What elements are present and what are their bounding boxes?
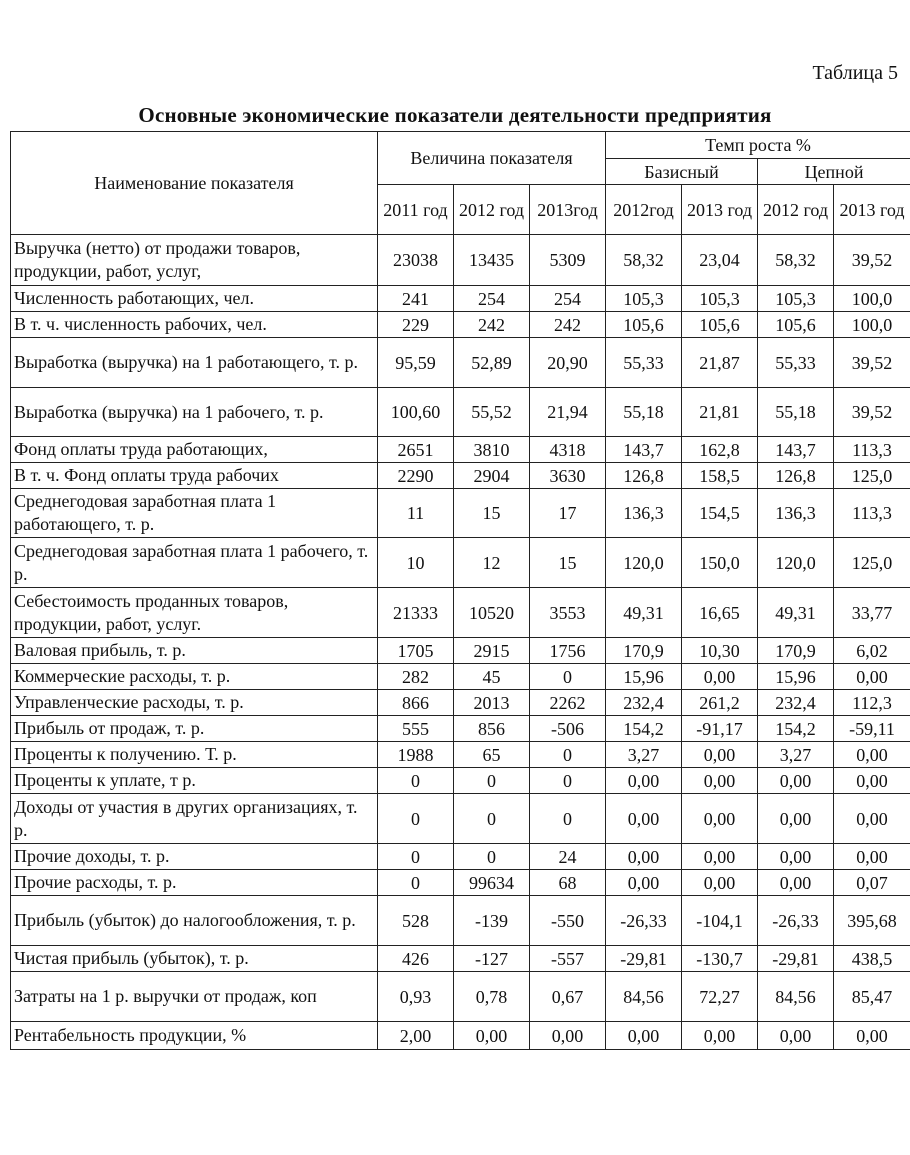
table-row [11,768,910,794]
row-value: 105,3 [682,286,758,312]
row-value: -506 [530,716,606,742]
row-value: 0,78 [454,972,530,1022]
row-value: 154,2 [606,716,682,742]
row-value: 0 [454,794,530,844]
row-name: Фонд оплаты труда работающих, [11,437,378,463]
row-value: 55,18 [606,388,682,437]
row-value: 58,32 [606,235,682,286]
header-chain: Цепной [758,159,910,185]
row-value: 0 [530,742,606,768]
row-value: 33,77 [834,588,910,638]
table-row [11,870,910,896]
table-row [11,690,910,716]
row-value: 241 [378,286,454,312]
row-value: 15,96 [606,664,682,690]
table-row [11,844,910,870]
row-value: 0,00 [606,1022,682,1050]
row-name: Проценты к получению. Т. р. [11,742,378,768]
row-value: 3553 [530,588,606,638]
row-value: 426 [378,946,454,972]
row-name: Себестоимость проданных товаров, продукции, работ, услуг. [11,588,378,638]
row-value: -59,11 [834,716,910,742]
row-value: 84,56 [758,972,834,1022]
row-value: 0,00 [606,768,682,794]
row-value: 154,5 [682,489,758,538]
row-value: 120,0 [758,538,834,588]
table-row [11,286,910,312]
row-value: 49,31 [758,588,834,638]
table-title: Основные экономические показатели деятельности предприятия [138,103,772,127]
row-value: 126,8 [758,463,834,489]
row-value: 0,07 [834,870,910,896]
row-value: 100,60 [378,388,454,437]
row-value: 95,59 [378,338,454,388]
row-value: 105,3 [758,286,834,312]
row-value: 282 [378,664,454,690]
row-value: 65 [454,742,530,768]
table-row [11,588,910,638]
row-value: 0,00 [834,664,910,690]
row-value: 2013 [454,690,530,716]
row-value: 158,5 [682,463,758,489]
row-value: 52,89 [454,338,530,388]
header-basic: Базисный [606,159,758,185]
row-value: 0,00 [758,870,834,896]
row-value: 0 [378,870,454,896]
row-value: 0,00 [682,664,758,690]
row-value: 105,6 [758,312,834,338]
row-name: Среднегодовая заработная плата 1 рабочего, т. р. [11,538,378,588]
table-row [11,972,910,1022]
row-value: 113,3 [834,489,910,538]
row-value: 261,2 [682,690,758,716]
row-value: 0,00 [530,1022,606,1050]
row-value: 125,0 [834,463,910,489]
row-value: 0 [378,794,454,844]
economic-indicators-table [10,131,910,1050]
table-row [11,946,910,972]
row-value: 0,00 [682,844,758,870]
table-row [11,538,910,588]
header-growth-group: Темп роста % [606,132,910,159]
row-name: Проценты к уплате, т р. [11,768,378,794]
row-value: 4318 [530,437,606,463]
row-value: 6,02 [834,638,910,664]
row-value: -139 [454,896,530,946]
table-row [11,437,910,463]
row-value: 85,47 [834,972,910,1022]
row-value: 2262 [530,690,606,716]
row-value: 120,0 [606,538,682,588]
header-year: 2012 год [454,185,530,235]
table-row [11,742,910,768]
row-value: -26,33 [606,896,682,946]
table-row [11,463,910,489]
table-row [11,896,910,946]
row-value: 3810 [454,437,530,463]
row-value: 105,6 [682,312,758,338]
row-value: 154,2 [758,716,834,742]
table-row [11,388,910,437]
row-value: 528 [378,896,454,946]
row-value: 39,52 [834,338,910,388]
row-value: -29,81 [758,946,834,972]
row-value: 10 [378,538,454,588]
row-value: 100,0 [834,286,910,312]
row-value: 254 [454,286,530,312]
row-value: 0,00 [682,1022,758,1050]
row-value: 2290 [378,463,454,489]
row-value: 10,30 [682,638,758,664]
row-value: 242 [530,312,606,338]
row-value: 10520 [454,588,530,638]
row-value: 0,00 [454,1022,530,1050]
row-name: Выручка (нетто) от продажи товаров, продукции, работ, услуг, [11,235,378,286]
row-value: 0 [378,768,454,794]
row-value: 0 [530,664,606,690]
row-value: 242 [454,312,530,338]
row-value: 112,3 [834,690,910,716]
row-value: 0,00 [834,768,910,794]
row-value: -104,1 [682,896,758,946]
row-value: 143,7 [758,437,834,463]
row-value: 55,52 [454,388,530,437]
row-value: 55,33 [606,338,682,388]
table-row [11,664,910,690]
row-value: 162,8 [682,437,758,463]
row-value: 0,00 [682,870,758,896]
header-year: 2013 год [834,185,910,235]
row-name: В т. ч. Фонд оплаты труда рабочих [11,463,378,489]
row-name: Затраты на 1 р. выручки от продаж, коп [11,972,378,1022]
row-name: Коммерческие расходы, т. р. [11,664,378,690]
row-name: Выработка (выручка) на 1 работающего, т. р. [11,338,378,388]
row-name: Прочие доходы, т. р. [11,844,378,870]
header-name-column: Наименование показателя [11,132,378,235]
row-value: 39,52 [834,235,910,286]
row-value: 99634 [454,870,530,896]
row-value: 21,87 [682,338,758,388]
row-value: 21333 [378,588,454,638]
row-value: 55,18 [758,388,834,437]
row-value: 1705 [378,638,454,664]
row-value: -29,81 [606,946,682,972]
row-value: 20,90 [530,338,606,388]
row-value: -127 [454,946,530,972]
row-name: Валовая прибыль, т. р. [11,638,378,664]
row-value: 3,27 [606,742,682,768]
row-value: 0,00 [834,742,910,768]
row-value: 72,27 [682,972,758,1022]
row-value: 150,0 [682,538,758,588]
row-value: 11 [378,489,454,538]
header-year: 2013 год [682,185,758,235]
row-value: 17 [530,489,606,538]
row-value: 856 [454,716,530,742]
row-value: 0,00 [606,870,682,896]
row-name: Среднегодовая заработная плата 1 работающего, т. р. [11,489,378,538]
row-value: 2651 [378,437,454,463]
row-name: Прибыль (убыток) до налогообложения, т. р. [11,896,378,946]
row-value: 438,5 [834,946,910,972]
row-value: 0,93 [378,972,454,1022]
row-value: 55,33 [758,338,834,388]
row-value: 0,00 [606,844,682,870]
row-value: -91,17 [682,716,758,742]
row-value: 0,67 [530,972,606,1022]
row-name: Чистая прибыль (убыток), т. р. [11,946,378,972]
row-value: 136,3 [758,489,834,538]
row-value: 0,00 [834,1022,910,1050]
row-value: 15 [454,489,530,538]
row-value: 12 [454,538,530,588]
row-value: 0 [530,794,606,844]
row-value: 58,32 [758,235,834,286]
row-value: 15 [530,538,606,588]
row-value: 0,00 [834,794,910,844]
row-value: 21,94 [530,388,606,437]
row-value: 105,3 [606,286,682,312]
row-value: 143,7 [606,437,682,463]
row-value: 2,00 [378,1022,454,1050]
row-value: 45 [454,664,530,690]
row-value: 84,56 [606,972,682,1022]
row-value: 0,00 [758,844,834,870]
row-value: 100,0 [834,312,910,338]
table-row [11,638,910,664]
table-row [11,794,910,844]
row-value: 170,9 [758,638,834,664]
row-value: 3,27 [758,742,834,768]
row-value: 39,52 [834,388,910,437]
table-row [11,338,910,388]
row-value: 68 [530,870,606,896]
row-value: 0,00 [682,742,758,768]
row-value: 555 [378,716,454,742]
row-name: Численность работающих, чел. [11,286,378,312]
row-value: 49,31 [606,588,682,638]
header-year: 2011 год [378,185,454,235]
row-value: 21,81 [682,388,758,437]
row-value: 126,8 [606,463,682,489]
row-value: 170,9 [606,638,682,664]
table-label: Таблица 5 [812,62,898,84]
row-value: 0,00 [606,794,682,844]
row-value: 23,04 [682,235,758,286]
row-name: Доходы от участия в других организациях, т. р. [11,794,378,844]
row-value: 113,3 [834,437,910,463]
row-value: 232,4 [606,690,682,716]
row-value: 0,00 [834,844,910,870]
table-row [11,489,910,538]
row-name: Рентабельность продукции, % [11,1022,378,1050]
table-row [11,716,910,742]
table-row [11,312,910,338]
header-value-group: Величина показателя [378,132,606,185]
row-value: 105,6 [606,312,682,338]
row-value: 0 [530,768,606,794]
row-value: 0,00 [682,794,758,844]
row-value: 3630 [530,463,606,489]
row-value: 232,4 [758,690,834,716]
row-name: Прибыль от продаж, т. р. [11,716,378,742]
row-value: 136,3 [606,489,682,538]
row-value: 254 [530,286,606,312]
row-value: 16,65 [682,588,758,638]
row-value: 0,00 [758,794,834,844]
row-name: Управленческие расходы, т. р. [11,690,378,716]
row-value: -130,7 [682,946,758,972]
row-value: 0,00 [682,768,758,794]
row-value: -26,33 [758,896,834,946]
row-value: 15,96 [758,664,834,690]
row-value: 1756 [530,638,606,664]
row-value: 0,00 [758,768,834,794]
table-row [11,235,910,286]
row-value: 2904 [454,463,530,489]
row-name: В т. ч. численность рабочих, чел. [11,312,378,338]
row-value: -557 [530,946,606,972]
row-value: 0 [454,768,530,794]
row-name: Выработка (выручка) на 1 рабочего, т. р. [11,388,378,437]
header-year: 2013год [530,185,606,235]
row-value: 1988 [378,742,454,768]
row-value: 0 [454,844,530,870]
row-value: 229 [378,312,454,338]
row-value: 23038 [378,235,454,286]
row-name: Прочие расходы, т. р. [11,870,378,896]
row-value: 0,00 [758,1022,834,1050]
row-value: 24 [530,844,606,870]
row-value: 395,68 [834,896,910,946]
row-value: 5309 [530,235,606,286]
header-year: 2012год [606,185,682,235]
row-value: 13435 [454,235,530,286]
header-year: 2012 год [758,185,834,235]
table-row [11,1022,910,1050]
row-value: 0 [378,844,454,870]
row-value: 866 [378,690,454,716]
row-value: 125,0 [834,538,910,588]
row-value: -550 [530,896,606,946]
row-value: 2915 [454,638,530,664]
